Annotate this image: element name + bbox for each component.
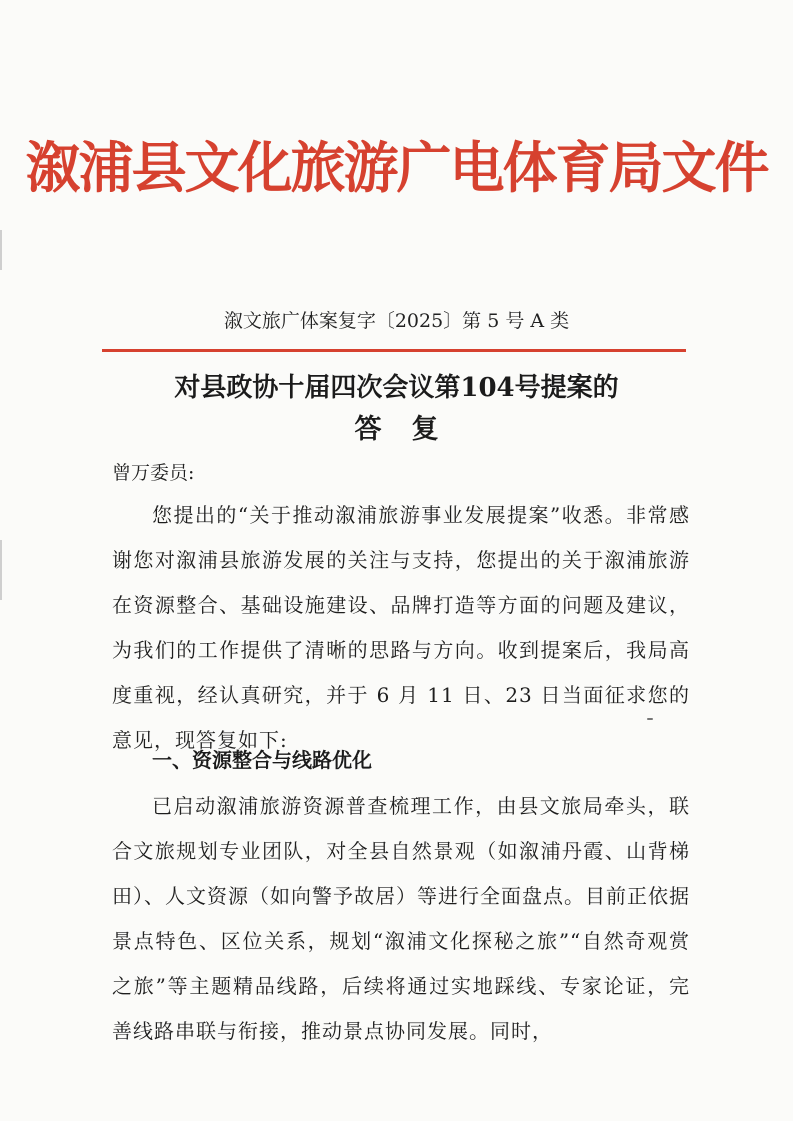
- issuing-authority-title: 溆浦县文化旅游广电体育局文件: [25, 136, 768, 200]
- salutation: 曾万委员:: [112, 462, 195, 484]
- scan-speck: [647, 718, 653, 720]
- body-paragraph-1: [112, 493, 690, 763]
- reply-title-line1: 对县政协十届四次会议第104号提案的: [174, 373, 619, 403]
- red-divider-line: [102, 349, 686, 352]
- body-paragraph-2: [112, 784, 690, 1054]
- scan-edge-mark: [0, 230, 2, 270]
- section-heading: 一、资源整合与线路优化: [152, 748, 372, 772]
- paragraph-text: 已启动溆浦旅游资源普查梳理工作，由县文旅局牵头，联合文旅规划专业团队，对全县自然景观（如溆浦丹霞、山背梯田）、人文资源（如向警予故居）等进行全面盘点。目前正依据景点特色、区位关系，规划“溆浦文化探秘之旅”“自然奇观赏之旅”等主题精品线路，后续将通过实地踩线、专家论证，完善线路串联与衔接，推动景点协同发展。同时，: [112, 794, 690, 1043]
- scan-edge-mark: [0, 540, 2, 600]
- paragraph-text: 您提出的“关于推动溆浦旅游事业发展提案”收悉。非常感谢您对溆浦县旅游发展的关注与支持，您提出的关于溆浦旅游在资源整合、基础设施建设、品牌打造等方面的问题及建议，为我们的工作提供了清晰的思路与方向。收到提案后，我局高度重视，经认真研究，并于 6 月 11 日、23 日当面征求您的意见，现答复如下:: [112, 503, 690, 752]
- reply-title-line2: 答复: [354, 414, 469, 445]
- document-number: 溆文旅广体案复字〔2025〕第 5 号 A 类: [223, 310, 570, 332]
